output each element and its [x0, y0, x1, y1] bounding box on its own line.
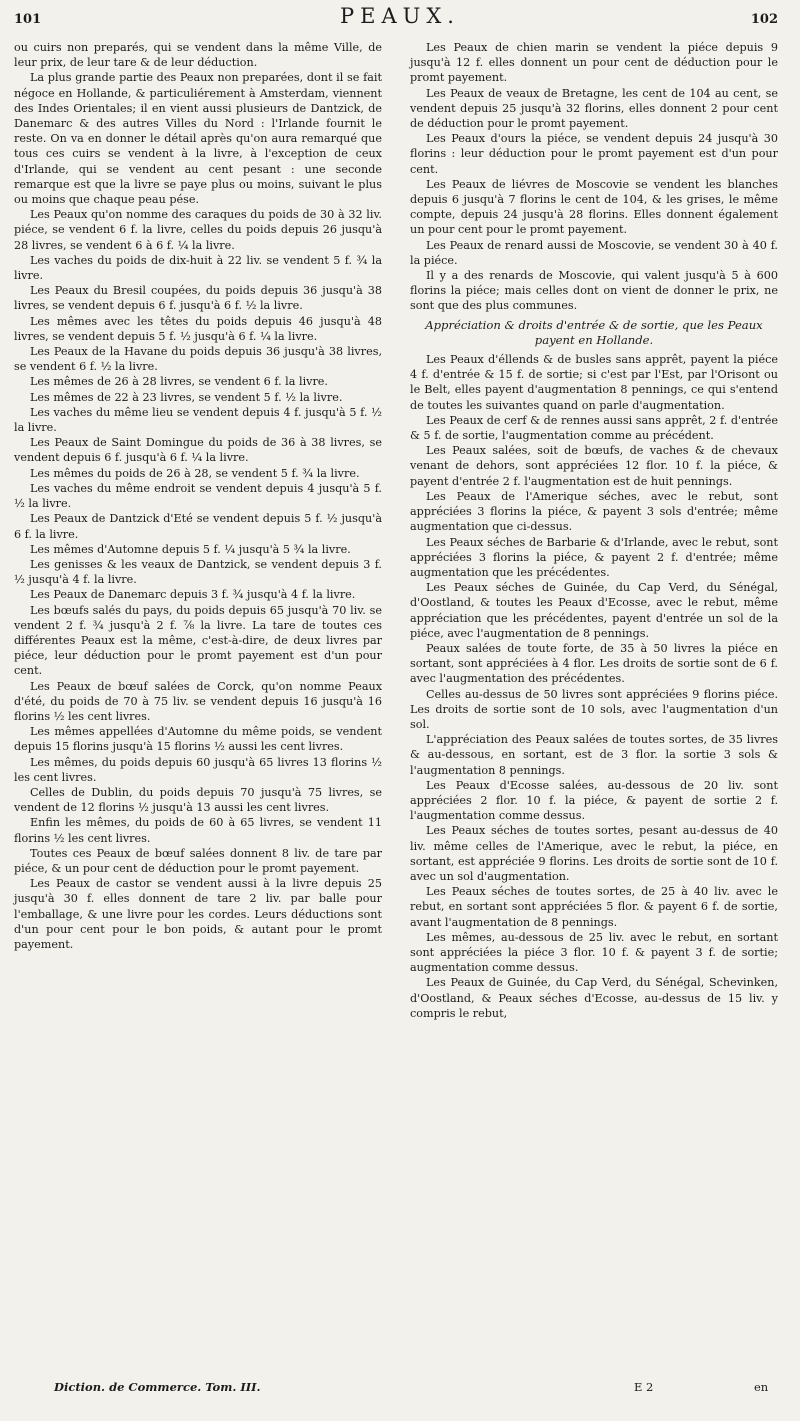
- paragraph: ou cuirs non preparés, qui se vendent dans la même Ville, de leur prix, de leur tare & de leur déduction.: [14, 41, 382, 70]
- page-header: [14, 4, 786, 36]
- paragraph: Les vaches du poids de dix-huit à 22 liv. se vendent 5 f. ¾ la livre.: [14, 253, 382, 283]
- paragraph: Les Peaux de Dantzick d'Eté se vendent depuis 5 f. ½ jusqu'à 6 f. la livre.: [14, 512, 382, 541]
- paragraph: Les bœufs salés du pays, du poids depuis 65 jusqu'à 70 liv. se vendent 2 f. ¾ jusqu'à 2 f. ⅞ la livre. La tare de toutes ces différentes Peaux est la même, c'est-à-dire, de deux livres par piéce, leur déduction pour le promt payement est d'un pour cent.: [14, 603, 382, 678]
- paragraph: Il y a des renards de Moscovie, qui valent jusqu'à 5 à 600 florins la piéce; mais celles dont on vient de donner le prix, ne sont que des plus communes.: [410, 269, 778, 313]
- paragraph: Les Peaux d'éllends & de busles sans apprêt, payent la piéce 4 f. d'entrée & 15 f. de sortie; si c'est par l'Est, par l'Orisont ou le Belt, elles payent d'augmentation 8 pennings, ce qui s'entend de toutes les suivantes quand on parle d'augmentation.: [410, 353, 778, 412]
- right-column: [410, 40, 778, 1021]
- paragraph: Les Peaux d'Ecosse salées, au-dessous de 20 liv. sont appréciées 2 flor. 10 f. la piéce, & payent de sortie 2 f. l'augmentation comme dessus.: [410, 778, 778, 823]
- paragraph: Les mêmes, du poids depuis 60 jusqu'à 65 livres 13 florins ½ les cent livres.: [14, 755, 382, 784]
- paragraph: Les Peaux de Danemarc depuis 3 f. ¾ jusqu'à 4 f. la livre.: [30, 588, 356, 602]
- paragraph: Les vaches du même endroit se vendent depuis 4 jusqu'à 5 f. ½ la livre.: [14, 481, 382, 511]
- paragraph: Peaux salées de toute forte, de 35 à 50 livres la piéce en sortant, sont appréciées à 4 flor. Les droits de sortie sont de 6 f. avec l'augmentation des précédentes.: [410, 641, 778, 686]
- paragraph: Les mêmes d'Automne depuis 5 f. ¼ jusqu'à 5 ¾ la livre.: [30, 542, 351, 556]
- paragraph: Les Peaux de la Havane du poids depuis 36 jusqu'à 38 livres, se vendent 6 f. ½ la livre.: [14, 345, 382, 374]
- paragraph: Toutes ces Peaux de bœuf salées donnent 8 liv. de tare par piéce, & un pour cent de déduction pour le promt payement.: [14, 846, 382, 875]
- paragraph: Les Peaux de liévres de Moscovie se vendent les blanches depuis 6 jusqu'à 7 florins le cent de 104, & les grises, le même compte, depuis 24 jusqu'à 28 florins. Elles donnent également un pour cent pour le promt payement.: [410, 177, 778, 237]
- paragraph: Les mêmes avec les têtes du poids depuis 46 jusqu'à 48 livres, se vendent depuis 5 f. ½ jusqu'à 6 f. ¼ la livre.: [14, 314, 382, 343]
- paragraph: Les Peaux salées, soit de bœufs, de vaches & de chevaux venant de dehors, sont appréciées 12 flor. 10 f. la piéce, & payent d'entrée 2 f. l'augmentation est de huit pennings.: [410, 444, 778, 488]
- paragraph: Les vaches du même lieu se vendent depuis 4 f. jusqu'à 5 f. ½ la livre.: [14, 405, 382, 435]
- paragraph: Les Peaux séches de Guinée, du Cap Verd, du Sénégal, d'Oostland, & toutes les Peaux d'Ecosse, avec le rebut, même appréciation que les précédentes, payent d'entrée un sol de la piéce, avec l'augmentation de 8 pennings.: [410, 581, 778, 640]
- paragraph: Les genisses & les veaux de Dantzick, se vendent depuis 3 f. ½ jusqu'à 4 f. la livre.: [14, 557, 382, 587]
- paragraph: Les mêmes du poids de 26 à 28, se vendent 5 f. ¾ la livre.: [30, 466, 360, 480]
- paragraph: Les Peaux qu'on nomme des caraques du poids de 30 à 32 liv. piéce, se vendent 6 f. la livre, celles du poids depuis 26 jusqu'à 28 livres, se vendent 6 à 6 f. ¼ la livre.: [14, 208, 382, 252]
- paragraph: Les mêmes appellées d'Automne du même poids, se vendent depuis 15 florins jusqu'à 15 florins ½ aussi les cent livres.: [14, 725, 382, 754]
- paragraph: Les Peaux de castor se vendent aussi à la livre depuis 25 jusqu'à 30 f. elles donnent de tare 2 liv. par balle pour l'emballage, & une livre pour les cordes. Leurs déductions sont d'un pour cent pour le bon poids, & autant pour le promt payement.: [14, 877, 382, 951]
- page-number-left: 101: [14, 12, 42, 27]
- paragraph: Les mêmes de 22 à 23 livres, se vendent 5 f. ½ la livre.: [30, 390, 343, 404]
- paragraph: Les Peaux séches de Barbarie & d'Irlande, avec le rebut, sont appréciées 3 florins la piéce, & payent 2 f. d'entrée; même augmentation que les précédentes.: [410, 535, 778, 579]
- page-number-right: 102: [750, 12, 778, 27]
- paragraph: Les Peaux de l'Amerique séches, avec le rebut, sont appréciées 3 florins la piéce, & payent 3 sols d'entrée; même augmentation que ci-dessus.: [410, 489, 778, 534]
- paragraph: Les Peaux de Guinée, du Cap Verd, du Sénégal, Schevinken, d'Oostland, & Peaux séches d'Ecosse, au-dessus de 15 liv. y compris le rebut,: [410, 976, 778, 1020]
- paragraph: La plus grande partie des Peaux non preparées, dont il se fait négoce en Hollande, & particuliérement à Amsterdam, viennent des Indes Orientales; il en vient aussi plusieurs de Dantzick, de Danemarc & des autres Villes du Nord : l'Irlande fournit le reste. On va en donner le détail après qu'on aura remarqué que tous ces cuirs se vendent à la livre, à l'exception de ceux d'Irlande, qui se vendent au cent pesant : une seconde remarque est que la livre se paye plus ou moins, suivant le plus ou moins que chaque peau pése.: [14, 71, 382, 207]
- paragraph: Les Peaux d'ours la piéce, se vendent depuis 24 jusqu'à 30 florins : leur déduction pour le promt payement est d'un pour cent.: [410, 132, 778, 176]
- paragraph: Les Peaux de renard aussi de Moscovie, se vendent 30 à 40 f. la piéce.: [410, 238, 778, 267]
- paragraph: Les mêmes de 26 à 28 livres, se vendent 6 f. la livre.: [30, 375, 328, 389]
- paragraph: Les Peaux de chien marin se vendent la piéce depuis 9 jusqu'à 12 f. elles donnent un pour cent de déduction pour le promt payement.: [410, 41, 778, 85]
- left-column: [14, 40, 382, 952]
- paragraph: Celles au-dessus de 50 livres sont appréciées 9 florins piéce. Les droits de sortie sont de 10 sols, avec l'augmentation d'un sol.: [410, 687, 778, 731]
- paragraph: Les Peaux de bœuf salées de Corck, qu'on nomme Peaux d'été, du poids de 70 à 75 liv. se vendent depuis 16 jusqu'à 16 florins ½ les cent livres.: [14, 679, 382, 723]
- paragraph: Les Peaux de Saint Domingue du poids de 36 à 38 livres, se vendent depuis 6 f. jusqu'à 6 f. ¼ la livre.: [14, 436, 382, 465]
- page-footer: [14, 1380, 786, 1400]
- paragraph: Les Peaux séches de toutes sortes, de 25 à 40 liv. avec le rebut, en sortant sont appréciées 5 flor. & payent 6 f. de sortie, avant l'augmentation de 8 pennings.: [410, 885, 778, 929]
- paragraph: Les Peaux de veaux de Bretagne, les cent de 104 au cent, se vendent depuis 25 jusqu'à 32 florins, elles donnent 2 pour cent de déduction pour le promt payement.: [410, 86, 778, 131]
- paragraph: Les Peaux de cerf & de rennes aussi sans apprêt, 2 f. d'entrée & 5 f. de sortie, l'augmentation comme au précédent.: [410, 413, 778, 443]
- paragraph: Les Peaux du Bresil coupées, du poids depuis 36 jusqu'à 38 livres, se vendent depuis 6 f. jusqu'à 6 f. ½ la livre.: [14, 284, 382, 313]
- catchword: en: [754, 1380, 769, 1394]
- sheet-signature: E 2: [634, 1380, 654, 1394]
- paragraph: Les Peaux séches de toutes sortes, pesant au-dessus de 40 liv. même celles de l'Amerique, avec le rebut, la piéce, en sortant, est appréciée 9 florins. Les droits de sortie sont de 10 f. avec un sol d'augmentation.: [410, 824, 778, 883]
- section-heading: Appréciation & droits d'entrée & de sortie, que les Peaux payent en Hollande.: [425, 317, 763, 347]
- paragraph: Celles de Dublin, du poids depuis 70 jusqu'à 75 livres, se vendent de 12 florins ½ jusqu'à 13 aussi les cent livres.: [14, 785, 382, 815]
- paragraph: L'appréciation des Peaux salées de toutes sortes, de 35 livres & au-dessous, en sortant, est de 3 flor. la sortie 3 sols & l'augmentation 8 pennings.: [410, 733, 778, 777]
- volume-signature: Diction. de Commerce. Tom. III.: [54, 1380, 261, 1394]
- running-title: PEAUX.: [340, 4, 460, 28]
- paragraph: Enfin les mêmes, du poids de 60 à 65 livres, se vendent 11 florins ½ les cent livres.: [14, 816, 382, 845]
- paragraph: Les mêmes, au-dessous de 25 liv. avec le rebut, en sortant sont appréciées la piéce 3 flor. 10 f. & payent 3 f. de sortie; augmentation comme dessus.: [410, 930, 778, 975]
